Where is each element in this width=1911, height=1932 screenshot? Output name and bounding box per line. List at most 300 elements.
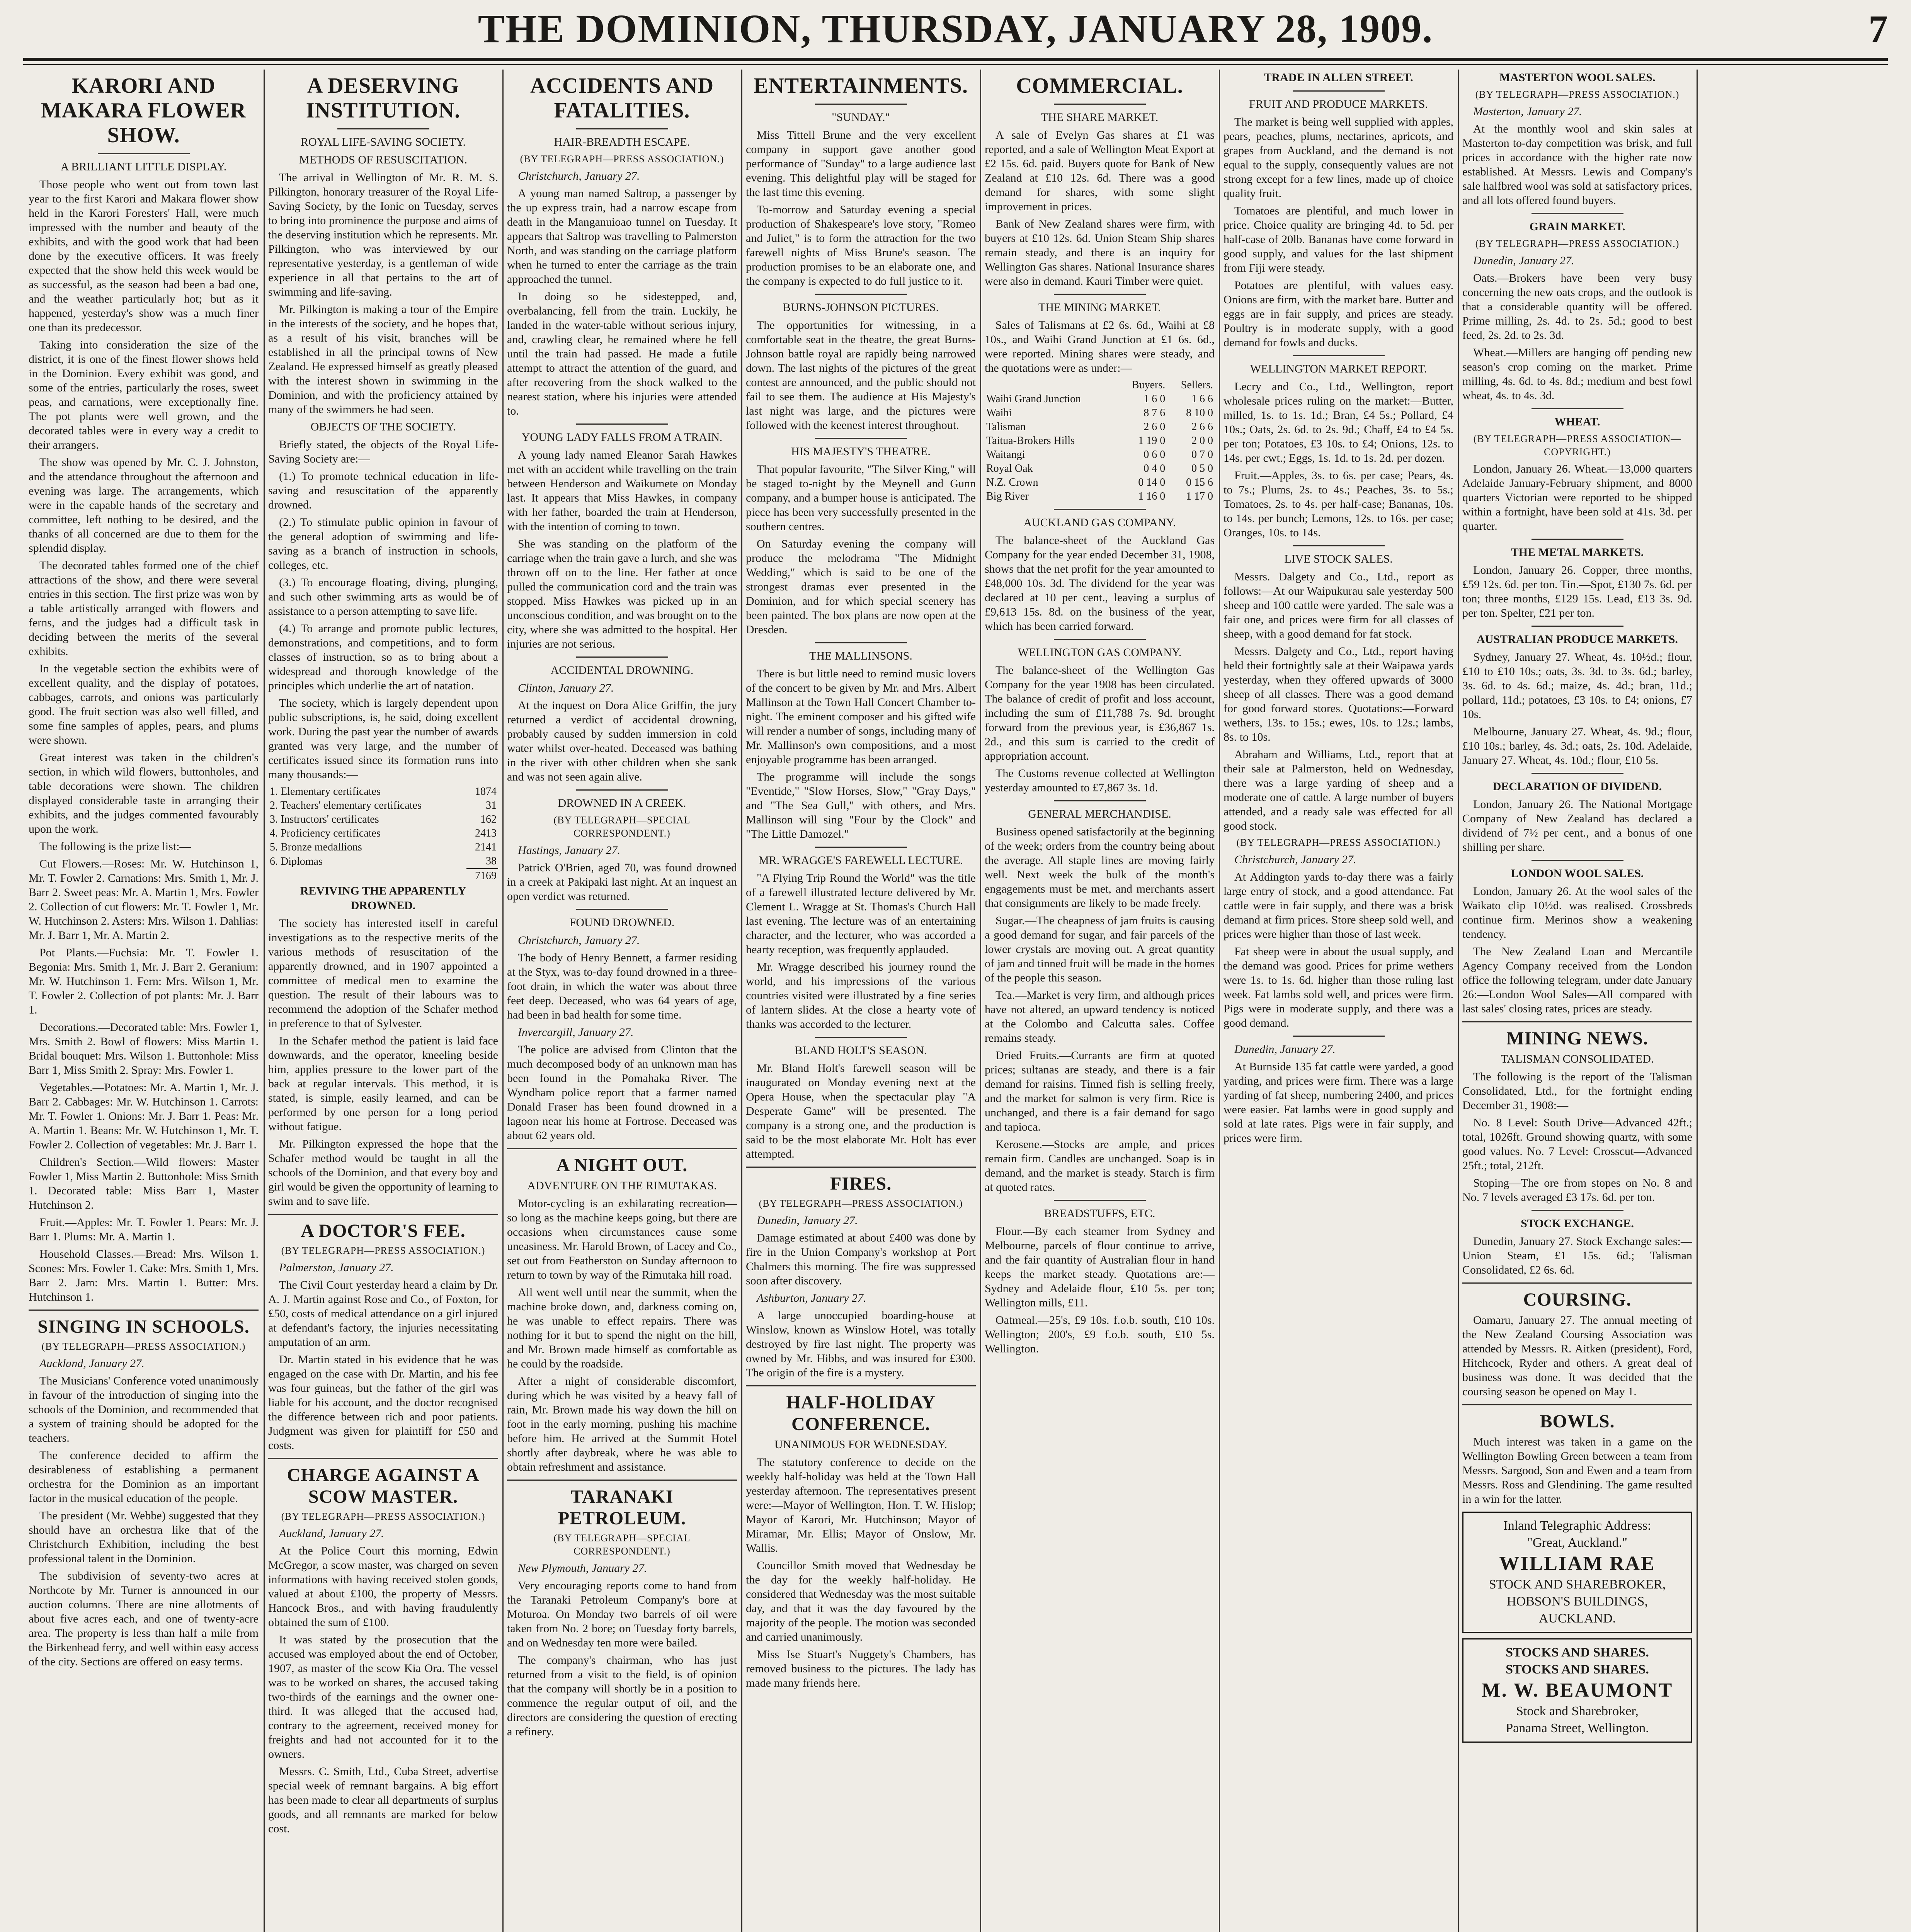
separator: [576, 423, 668, 425]
separator: [1532, 1210, 1623, 1211]
article-headline: HALF-HOLIDAY CONFERENCE.: [786, 1392, 936, 1434]
paragraph: Pot Plants.—Fuchsia: Mr. T. Fowler 1. Begonia: Mrs. Smith 1, Mr. J. Barr 2. Geranium: Mr. W. Hutchinson 1. Fern: Mrs. Wilson 1, Mr. T. Fowler 2. Collection of pot plants: Mr. J. Barr 1.: [29, 946, 259, 1016]
paragraph: Fat sheep were in about the usual supply, and the demand was good. Prices for prime wethers were 1s. to 1s. 6d. higher than those ruling last week. Fat lambs sold well, and prices were firm. Pigs were in moderate supply, and there was a good demand.: [1224, 945, 1453, 1029]
separator: [1293, 545, 1385, 546]
dateline: Dunedin, January 27.: [1234, 1043, 1336, 1056]
article-subheading: TALISMAN CONSOLIDATED.: [1501, 1053, 1654, 1065]
article-subheading: METHODS OF RESUSCITATION.: [299, 153, 468, 166]
article-headline: DECLARATION OF DIVIDEND.: [1492, 780, 1662, 793]
table-row: [268, 799, 498, 813]
paragraph: Mr. Bland Holt's farewell season will be inaugurated on Monday evening next at the Opera House, when the spectacular play "A Desperate Game" will be presented. The company is a strong one, and the production is said to be the most elaborate Mr. Holt has ever attempted.: [746, 1062, 976, 1160]
column-rule: [264, 70, 265, 1932]
advertisement-stocks-shares: [1462, 1638, 1692, 1743]
column-6: [1224, 70, 1453, 1932]
article-subheading: DROWNED IN A CREEK.: [558, 797, 686, 810]
column-3: [507, 70, 737, 1932]
ad-line: "Great, Auckland.": [1527, 1536, 1628, 1550]
article-headline: LONDON WOOL SALES.: [1511, 867, 1644, 880]
table-cell: 31: [486, 799, 497, 811]
table-cell: Waihi: [986, 407, 1012, 419]
article-subheading: UNANIMOUS FOR WEDNESDAY.: [774, 1438, 947, 1451]
paragraph: At Addington yards to-day there was a fairly large entry of stock, and a good attendance. Fat cattle were in fair supply, and there was a brisk demand at firm prices. Store sheep sold well, and prices were higher than those of last week.: [1224, 871, 1453, 940]
paragraph: The arrival in Wellington of Mr. R. M. S. Pilkington, honorary treasurer of the Royal Life-Saving Society, by the Ionic on Tuesday, serves to bring into prominence the purpose and aims of the deserving institution which he represents. Mr. Pilkington, who was interviewed by our representative yesterday, is a gentleman of wide experience in all that pertains to the art of swimming and life-saving.: [268, 171, 498, 298]
column-1: [29, 70, 259, 1932]
column-4: [746, 70, 976, 1932]
article-headline: A DESERVING INSTITUTION.: [306, 74, 461, 122]
paragraph: Dunedin, January 27. Stock Exchange sales:—Union Steam, £1 15s. 6d.; Talisman Consolidated, £2 6s. 6d.: [1462, 1235, 1692, 1276]
awards-total: 7169: [466, 869, 498, 883]
paragraph: The president (Mr. Webbe) suggested that they should have an orchestra like that of the Christchurch Exhibition, including the best professional talent in the Dominion.: [29, 1509, 259, 1565]
separator: [576, 789, 668, 791]
table-header-cell: Buyers.: [1132, 379, 1166, 391]
separator: [1293, 355, 1385, 356]
paragraph: Business opened satisfactorily at the beginning of the week; orders from the country being about the average. All staple lines are moving fairly well. Next week the bulk of the month's engagements must be met, and merchants assert that consignments are likely to be made freely.: [985, 825, 1215, 910]
table-cell: Talisman: [986, 421, 1026, 433]
article-headline: MASTERTON WOOL SALES.: [1499, 71, 1656, 84]
paragraph: Councillor Smith moved that Wednesday be the day for the weekly half-holiday. He considered that Wednesday was the most suitable day, and that it was the day favoured by the majority of the people. The motion was seconded and carried unanimously.: [746, 1559, 976, 1643]
article-subheading: ADVENTURE ON THE RIMUTAKAS.: [527, 1179, 717, 1192]
ad-name: WILLIAM RAE: [1499, 1553, 1656, 1575]
table-cell: 1 6 0: [1144, 393, 1166, 405]
table-row: [985, 392, 1215, 406]
separator: [1054, 104, 1146, 105]
table-cell: 2141: [475, 841, 497, 853]
table-total-row: [268, 869, 498, 883]
paragraph: At the Police Court this morning, Edwin McGregor, a scow master, was charged on seven informations with having received stolen goods, valued at about £100, the property of Messrs. Hancock Bros., and with having fraudulently obtained the sum of £100.: [268, 1544, 498, 1629]
table-cell: 1 6 6: [1191, 393, 1213, 405]
article-subheading: LIVE STOCK SALES.: [1284, 553, 1393, 565]
paragraph: Wheat.—Millers are hanging off pending new season's crop coming on the market. Prime milling, 4s. 6d. to 4s. 8d.; medium and best fowl wheat, 4s. to 4s. 3d.: [1462, 346, 1692, 402]
paragraph: The Civil Court yesterday heard a claim by Dr. A. J. Martin against Rose and Co., of Foxton, for £50, costs of medical attendance on a girl injured at defendant's factory, the injuries necessitating amputation of an arm.: [268, 1279, 498, 1349]
article-headline: TRADE IN ALLEN STREET.: [1264, 71, 1413, 84]
article-headline: STOCK EXCHANGE.: [1521, 1217, 1634, 1230]
press-credit: (BY TELEGRAPH—PRESS ASSOCIATION.): [1236, 837, 1441, 848]
paragraph: Fruit.—Apples: Mr. T. Fowler 1. Pears: Mr. J. Barr 1. Plums: Mr. A. Martin 1.: [29, 1216, 259, 1243]
press-credit: (BY TELEGRAPH—PRESS ASSOCIATION—COPYRIGHT.): [1473, 433, 1681, 457]
article-headline: TARANAKI PETROLEUM.: [558, 1486, 686, 1529]
table-row: [268, 840, 498, 854]
column-rule: [1219, 70, 1220, 1932]
article-headline: KARORI AND MAKARA FLOWER SHOW.: [41, 74, 246, 147]
ad-line: STOCKS AND SHARES.: [1506, 1662, 1649, 1677]
separator: [815, 847, 907, 848]
table-header-cell: [985, 378, 1117, 392]
masthead: [23, 4, 1888, 54]
dateline: Christchurch, January 27.: [518, 170, 640, 182]
paragraph: Sugar.—The cheapness of jam fruits is causing a good demand for sugar, and fair parcels of the lower crystals are moving out. A great quantity of jam and tinned fruit will be made in the homes of the people this season.: [985, 914, 1215, 984]
table-row: [985, 406, 1215, 420]
paragraph: The police are advised from Clinton that the much decomposed body of an unknown man has been found in the Pomahaka River. The Wyndham police report that a farmer named Donald Fraser has been found drowned in a lagoon near his home at Fortrose. Deceased was about 62 years old.: [507, 1043, 737, 1142]
table-cell: 0 7 0: [1191, 449, 1213, 461]
ad-line: STOCK AND SHAREBROKER,: [1489, 1577, 1666, 1592]
list-item: (2.) To stimulate public opinion in favour of the general adoption of swimming and life-saving as a branch of instruction in schools, colleges, etc.: [268, 516, 498, 571]
paragraph: On Saturday evening the company will produce the melodrama "The Midnight Wedding," which is said to be one of the strongest dramas ever presented in the Dominion, and for which special scenery has been painted. The box plans are now open at the Dresden.: [746, 537, 976, 636]
table-cell: 1 19 0: [1138, 435, 1166, 447]
list-item: (3.) To encourage floating, diving, plunging, and such other swimming arts as would be of assistance to a person attempting to save life.: [268, 576, 498, 617]
separator: [1054, 509, 1146, 510]
paragraph: Potatoes are plentiful, with values easy. Onions are firm, with the market bare. Butter and eggs are in fair supply, and prices are steady. Poultry is in moderate supply, with a good demand for fowls and ducks.: [1224, 279, 1453, 349]
paragraph: Household Classes.—Bread: Mrs. Wilson 1. Scones: Mrs. Fowler 1. Cake: Mrs. Smith 1, Mrs. Barr 2. Jam: Mrs. Martin 1. Butter: Mrs. Hutchinson 1.: [29, 1248, 259, 1303]
article-headline: THE METAL MARKETS.: [1511, 546, 1644, 559]
dateline: Auckland, January 27.: [39, 1357, 145, 1370]
paragraph: Lecry and Co., Ltd., Wellington, report wholesale prices ruling on the market:—Butter, milled, 1s. to 1s. 1d.; Bran, £4 5s.; Pollard, £4 10s.; Oats, 2s. 6d. to 2s. 9d.; Chaff, £4 to £4 5s. per ton; Potatoes, £3 10s. to £4; Onions, 12s. to 14s. per cwt.; Eggs, 1s. 1d. to 1s. 2d. per dozen.: [1224, 380, 1453, 464]
paragraph: There is but little need to remind music lovers of the concert to be given by Mr. and Mrs. Albert Mallinson at the Town Hall Concert Chamber to-night. The eminent composer and his gifted wife will render a number of songs, including many of Mr. Mallinson's own compositions, and a most enjoyable programme has been arranged.: [746, 667, 976, 766]
table-cell: 2 6 0: [1144, 421, 1166, 433]
article-headline: FIRES.: [830, 1173, 892, 1194]
paragraph: London, January 26. At the wool sales of the Waikato clip 10½d. was realised. Crossbreds continue firm. Merinos show a weakening tendency.: [1462, 885, 1692, 940]
table-cell: 1 17 0: [1186, 490, 1213, 502]
advertisement-william-rae: [1462, 1512, 1692, 1633]
list-item: (4.) To arrange and promote public lectures, demonstrations, and competitions, and to form classes of instruction, so as to bring about a widespread and thorough knowledge of the principles which underlie the art of natation.: [268, 622, 498, 692]
table-cell: Big River: [986, 490, 1029, 502]
column-rule: [980, 70, 981, 1932]
table-cell: 2413: [475, 827, 497, 839]
table-cell: 2 0 0: [1191, 435, 1213, 447]
paragraph: "A Flying Trip Round the World" was the title of a farewell illustrated lecture delivered by Mr. Clement L. Wragge at St. Thomas's Church Hall last evening. The lecture was of an entertaining character, and the lecturer, who was accorded a hearty reception, was frequently applauded.: [746, 872, 976, 956]
article-subheading: HAIR-BREADTH ESCAPE.: [554, 136, 690, 148]
paragraph: Mr. Pilkington is making a tour of the Empire in the interests of the society, and he hopes that, as a result of his visit, branches will be established in all the principal towns of New Zealand. He expressed himself as greatly pleased with the interest shown in swimming in the Dominion, and with the proficiency attained by many of the swimmers he had seen.: [268, 303, 498, 416]
paragraph: The Musicians' Conference voted unanimously in favour of the introduction of singing into the schools of the Dominion, and recommended that a system of training should be adopted for the teachers.: [29, 1374, 259, 1444]
column-rule: [741, 70, 742, 1932]
separator: [1054, 800, 1146, 801]
article-subheading: FOUND DROWNED.: [569, 916, 675, 929]
paragraph: Kerosene.—Stocks are ample, and prices remain firm. Candles are unchanged. Soap is in demand, and the market is steady. Starch is firm at quoted rates.: [985, 1138, 1215, 1194]
paragraph: Messrs. Dalgety and Co., Ltd., report as follows:—At our Waipukurau sale yesterday 500 sheep and 100 cattle were yarded. The sale was a fair one, and prices were firm for all classes of sheep, with a good demand for fat stock.: [1224, 570, 1453, 640]
table-row: [268, 827, 498, 840]
table-row: [268, 854, 498, 869]
paragraph: Oats.—Brokers have been very busy concerning the new oats crops, and the outlook is that a considerable quantity will be offered. Prime milling, 2s. 4d. to 2s. 5d.; good to best feed, 2s. 2d. to 2s. 3d.: [1462, 272, 1692, 342]
press-credit: (BY TELEGRAPH—PRESS ASSOCIATION.): [1475, 89, 1680, 100]
ad-line: Stock and Sharebroker,: [1516, 1704, 1639, 1718]
paragraph: Bank of New Zealand shares were firm, with buyers at £10 12s. 6d. Union Steam Ship shares remain steady, and there is an inquiry for Wellington Gas shares. National Insurance shares were also in demand. Kauri Timber were quiet.: [985, 218, 1215, 287]
dateline: Dunedin, January 27.: [757, 1214, 858, 1227]
paragraph: Abraham and Williams, Ltd., report that at their sale at Palmerston, held on Wednesday, there was a large yarding of sheep and a moderate one of cattle. A large number of buyers attended, and a ready sale was effected for all good stock.: [1224, 748, 1453, 832]
separator: [746, 1385, 976, 1386]
separator: [1532, 213, 1623, 214]
article-subheading: AUCKLAND GAS COMPANY.: [1023, 516, 1176, 529]
separator: [576, 128, 668, 129]
press-credit: (BY TELEGRAPH—SPECIAL CORRESPONDENT.): [553, 815, 691, 839]
paragraph: The body of Henry Bennett, a farmer residing at the Styx, was to-day found drowned in a three-foot drain, in which the water was about three feet deep. Deceased, who was 64 years of age, had been in bad health for some time.: [507, 951, 737, 1021]
separator: [1532, 408, 1623, 409]
paragraph: The balance-sheet of the Wellington Gas Company for the year 1908 has been circulated. The balance of credit of profit and loss account, including the sum of £11,788 7s. 9d. brought forward from the previous year, is £36,867 1s. 2d., and this sum is carried to the credit of appropriation account.: [985, 664, 1215, 762]
ad-line: STOCKS AND SHARES.: [1506, 1645, 1649, 1660]
paragraph: The society has interested itself in careful investigations as to the respective merits of the various methods of resuscitation of the apparently drowned, and in 1907 appointed a committee of medical men to examine the question. The result of their labours was to recommend the adoption of the Schafer method in preference to that of Sylvester.: [268, 917, 498, 1030]
paragraph: The programme will include the songs "Eventide," "Slow Horses, Slow," "Gray Days," and "The Sea Gull," with others, and Mrs. Mallinson will sing "Four by the Clock" and "The Little Damozel.": [746, 770, 976, 840]
table-row: [268, 813, 498, 827]
table-cell: 162: [480, 813, 497, 825]
article-headline: AUSTRALIAN PRODUCE MARKETS.: [1477, 633, 1678, 646]
paragraph: Mr. Pilkington expressed the hope that the Schafer method would be taught in all the schools of the Dominion, and that every boy and girl would be given the opportunity of learning to swim and to save life.: [268, 1138, 498, 1208]
article-headline: BOWLS.: [1540, 1411, 1615, 1432]
paragraph: Stoping—The ore from stopes on No. 8 and No. 7 levels averaged £3 17s. 6d. per ton.: [1462, 1177, 1692, 1204]
article-headline: ENTERTAINMENTS.: [754, 74, 968, 98]
article-headline: WHEAT.: [1554, 415, 1600, 428]
dateline: Invercargill, January 27.: [518, 1026, 634, 1039]
paragraph: Mr. Wragge described his journey round the world, and his impressions of the various countries visited were illustrated by a fine series of lantern slides. At the close a hearty vote of thanks was accorded to the lecturer.: [746, 961, 976, 1031]
column-2: [268, 70, 498, 1932]
press-credit: (BY TELEGRAPH—SPECIAL CORRESPONDENT.): [553, 1532, 691, 1557]
article-headline: A NIGHT OUT.: [556, 1155, 688, 1175]
article-subheading: ROYAL LIFE-SAVING SOCIETY.: [301, 136, 466, 148]
paragraph: Taking into consideration the size of the district, it is one of the finest flower shows held in the Dominion. Every exhibit was good, and some of the entries, particularly the roses, sweet peas, and carnations, were exceptionally fine. The pot plants were well grown, and the decorated tables were in every way a credit to their arrangers.: [29, 338, 259, 451]
table-header-row: [985, 378, 1215, 392]
separator: [98, 153, 190, 154]
dateline: Christchurch, January 27.: [518, 934, 640, 947]
separator: [815, 642, 907, 643]
paragraph: The New Zealand Loan and Mercantile Agency Company received from the London office the following telegram, under date January 26:—London Wool Sales—All compared with last sales' closing rates, prices are steady.: [1462, 945, 1692, 1015]
table-row: [985, 448, 1215, 462]
separator: [1054, 1200, 1146, 1201]
table-cell: 8 10 0: [1186, 407, 1213, 419]
article-headline: SINGING IN SCHOOLS.: [37, 1316, 250, 1337]
dateline: Christchurch, January 27.: [1234, 853, 1356, 866]
article-subheading: HIS MAJESTY'S THEATRE.: [791, 445, 931, 458]
separator: [1532, 626, 1623, 627]
paragraph: The show was opened by Mr. C. J. Johnston, and the attendance throughout the afternoon and evening was large. The arrangements, which were in the capable hands of the secretary and committee, left nothing to be desired, and the thanks of all concerned are due to them for the splendid display.: [29, 456, 259, 554]
separator: [1532, 539, 1623, 540]
table-cell: 2. Teachers' elementary certificates: [270, 799, 422, 811]
masthead-rule: [23, 58, 1888, 65]
paragraph: Tomatoes are plentiful, and much lower in price. Choice quality are bringing 4d. to 5d. per half-case of 20lb. Bananas have come forward in good supply, and values for the last shipment from Fiji were steady.: [1224, 204, 1453, 274]
press-credit: (BY TELEGRAPH—PRESS ASSOCIATION.): [1475, 238, 1680, 249]
separator: [268, 1458, 498, 1459]
separator: [268, 1214, 498, 1215]
paragraph: To-morrow and Saturday evening a special production of Shakespeare's love story, "Romeo and Juliet," is to form the attraction for the two farewell nights of Miss Brune's season. The production promises to be an elaborate one, and the company is expected to do full justice to it.: [746, 203, 976, 287]
paragraph: Dr. Martin stated in his evidence that he was engaged on the case with Dr. Martin, and his fee was four guineas, but the father of the girl was liable for his account, and the doctor recognised the difference between rich and poor patients. Judgment was given for plaintiff for £50 and costs.: [268, 1353, 498, 1452]
paragraph: Tea.—Market is very firm, and although prices have not altered, an upward tendency is noticed at the Colombo and Calcutta sales. Coffee remains steady.: [985, 989, 1215, 1044]
paragraph: The society, which is largely dependent upon public subscriptions, is, he said, doing excellent work. During the past year the number of awards granted was very large, and the number of certificates issued since its formation runs into many thousands:—: [268, 697, 498, 781]
paragraph: Messrs. C. Smith, Ltd., Cuba Street, advertise special week of remnant bargains. A big effort has been made to clear all departments of surplus goods, and all remnants are marked for below cost.: [268, 1765, 498, 1835]
dateline: Clinton, January 27.: [518, 682, 614, 694]
paragraph: London, January 26. Wheat.—13,000 quarters Adelaide January-February shipment, and 8000 quarters Victorian were reported to be shipped within a fortnight, have been sold at 41s. 3d. per quarter.: [1462, 463, 1692, 532]
paragraph: In doing so he sidestepped, and, overbalancing, fell from the train. Luckily, he landed in the water-table without serious injury, and, crawling clear, he remained where he fell until the train had passed. He made a futile attempt to attract the attention of the guard, and after recovering from the shock walked to the nearest station, where his injuries were attended to.: [507, 290, 737, 417]
paragraph: The following is the prize list:—: [39, 840, 191, 853]
paragraph: Motor-cycling is an exhilarating recreation—so long as the machine keeps going, but there are occasions when circumstances cause some uneasiness. Mr. Harold Brown, of Lacey and Co., set out from Featherston on Sunday afternoon to return to town by way of the Rimutaka hill road.: [507, 1197, 737, 1281]
paragraph: Messrs. Dalgety and Co., Ltd., report having held their fortnightly sale at their Waipawa yards yesterday, when they offered upwards of 3000 sheep of all classes. There was a good demand for good forward stores. Quotations:—Forward wethers, 13s. to 15s.; ewes, 10s. to 12s.; lambs, 8s. to 10s.: [1224, 645, 1453, 743]
paragraph: Miss Tittell Brune and the very excellent company in support gave another good performance of "Sunday" to a large audience last evening. This delightful play will be staged for the last time this evening.: [746, 129, 976, 199]
table-cell: 0 6 0: [1144, 449, 1166, 461]
press-credit: (BY TELEGRAPH—PRESS ASSOCIATION.): [281, 1245, 485, 1256]
paragraph: A young man named Saltrop, a passenger by the up express train, had a narrow escape from death in the Manganuioao tunnel on Tuesday. It appears that Saltrop was travelling to Palmerston North, and was standing on the carriage platform when he turned to enter the carriage as the train approached the tunnel.: [507, 187, 737, 286]
separator: [815, 104, 907, 105]
separator: [29, 1310, 259, 1311]
awards-table: [268, 785, 498, 883]
article-subheading: WELLINGTON MARKET REPORT.: [1250, 362, 1427, 375]
table-cell: Waitangi: [986, 449, 1025, 461]
press-credit: (BY TELEGRAPH—PRESS ASSOCIATION.): [281, 1511, 485, 1522]
dateline: Hastings, January 27.: [518, 844, 620, 857]
paragraph: London, January 26. Copper, three months, £59 12s. 6d. per ton. Tin.—Spot, £130 7s. 6d. per ton; three months, £129 15s. Lead, £13 3s. 9d. per ton. Spelter, £21 per ton.: [1462, 564, 1692, 619]
paragraph: Very encouraging reports come to hand from the Taranaki Petroleum Company's bore at Moturoa. On Monday two barrels of oil were taken from No. 2 bore; on Tuesday forty barrels, and on Wednesday ten more were bailed.: [507, 1579, 737, 1649]
paragraph: Miss Ise Stuart's Nuggety's Chambers, has removed business to the pictures. The lady has made many friends here.: [746, 1648, 976, 1689]
separator: [1054, 294, 1146, 295]
table-row: [985, 434, 1215, 448]
paragraph: She was standing on the platform of the carriage when the train gave a lurch, and she was thrown off on to the line. Her father at once pulled the communication cord and the train was stopped. Miss Hawkes was picked up in an unconscious condition, and was brought on to the city, where she was admitted to the hospital. Her injuries are not serious.: [507, 537, 737, 650]
paragraph: Oatmeal.—25's, £9 10s. f.o.b. south, £10 10s. Wellington; 200's, £9 f.o.b. south, £10 5s. Wellington.: [985, 1314, 1215, 1355]
column-rule: [502, 70, 504, 1932]
article-body: [29, 177, 259, 1304]
page-number: 7: [1868, 7, 1888, 50]
separator: [1462, 1404, 1692, 1405]
paragraph: No. 8 Level: South Drive—Advanced 42ft.; total, 1026ft. Ground showing quartz, with some good values. No. 7 Level: Crosscut—Advanced 25ft.; total, 212ft.: [1462, 1116, 1692, 1172]
paragraph: The opportunities for witnessing, in a comfortable seat in the theatre, the great Burns-Johnson battle royal are rapidly being narrowed down. The last nights of the pictures of the great contest are announced, and the public should not fail to see them. The audience at His Majesty's last night was large, and the pictures were followed with the keenest interest throughout.: [746, 319, 976, 432]
dateline: Masterton, January 27.: [1473, 105, 1582, 118]
article-headline: COMMERCIAL.: [1016, 74, 1183, 98]
separator: [1054, 639, 1146, 640]
article-subheading: YOUNG LADY FALLS FROM A TRAIN.: [521, 431, 723, 444]
table-cell: 38: [486, 855, 497, 867]
dateline: New Plymouth, January 27.: [518, 1562, 647, 1575]
separator: [1532, 860, 1623, 861]
dateline: Auckland, January 27.: [279, 1527, 384, 1540]
column-rule: [1458, 70, 1459, 1932]
dateline: Ashburton, January 27.: [757, 1292, 866, 1304]
paragraph: The market is being well supplied with apples, pears, peaches, plums, nectarines, apricots, and grapes from Auckland, and the demand is not equal to the supply, consequently values are not strong except for a few lines, made up of choice quality fruit.: [1224, 116, 1453, 200]
paragraph: It was stated by the prosecution that the accused was employed about the end of October, 1907, as master of the scow Kia Ora. The vessel was to be worked on shares, the accused taking two-thirds of the earnings and the owner one-third. It was alleged that the accused had, contrary to the agreement, received money for freights and had not accounted for it to the owners.: [268, 1633, 498, 1760]
table-cell: 6. Diplomas: [270, 855, 323, 867]
ad-line: HOBSON'S BUILDINGS, AUCKLAND.: [1506, 1594, 1648, 1626]
table-row: [268, 785, 498, 799]
paragraph: At the inquest on Dora Alice Griffin, the jury returned a verdict of accidental drowning, probably caused by sudden immersion in cold water whilst over-heated. Deceased was bathing in the river with other children when she sank and was not seen again alive.: [507, 699, 737, 783]
paragraph: In the vegetable section the exhibits were of excellent quality, and the display of potatoes, cabbages, carrots, and onions was particularly good. The fruit section was also well filled, and some fine samples of apples, pears, and plums were shown.: [29, 662, 259, 747]
separator: [746, 1167, 976, 1168]
column-rule: [1697, 70, 1698, 1932]
paragraph: In the Schafer method the patient is laid face downwards, and the operator, kneeling beside him, applies pressure to the lower part of the back at regular intervals. This method, it is stated, is simple, easily learned, and can be performed by one person for a long period without fatigue.: [268, 1034, 498, 1133]
separator: [815, 1037, 907, 1038]
table-cell: 0 4 0: [1144, 463, 1166, 474]
paragraph: Those people who went out from town last year to the first Karori and Makara flower show held in the Karori Foresters' Hall, were much impressed with the number and beauty of the exhibits, and with the good work that had been done by the executive officers. It was freely expected that the show held this week would be as successful, as the season had been a bad one, and the weather particularly hot; but as it happened, yesterday's show was a much finer one than its predecessor.: [29, 178, 259, 334]
separator: [815, 438, 907, 439]
section-subheading: OBJECTS OF THE SOCIETY.: [310, 420, 456, 433]
separator: [1462, 1282, 1692, 1284]
press-credit: (BY TELEGRAPH—PRESS ASSOCIATION.): [759, 1198, 963, 1209]
separator: [815, 294, 907, 295]
paragraph: All went well until near the summit, when the machine broke down, and, darkness coming on, he was unable to effect repairs. There was nothing for it but to spend the night on the hill, and Mr. Brown made himself as comfortable as he could by the roadside.: [507, 1286, 737, 1370]
article-subheading: "SUNDAY.": [832, 111, 890, 124]
paragraph: Vegetables.—Potatoes: Mr. A. Martin 1, Mr. J. Barr 2. Cabbages: Mr. W. Hutchinson 1. Carrots: Mr. T. Fowler 1. Onions: Mr. J. Barr 1. Peas: Mr. A. Martin 1. Beans: Mr. W. Hutchinson 1, Mr. T. Fowler 2. Collection of vegetables: Mr. J. Barr 1.: [29, 1081, 259, 1151]
ad-line: Panama Street, Wellington.: [1506, 1721, 1649, 1735]
ad-name: M. W. BEAUMONT: [1481, 1679, 1673, 1701]
table-cell: 0 15 6: [1186, 476, 1213, 488]
section-subheading: REVIVING THE APPARENTLY DROWNED.: [300, 884, 466, 912]
paragraph: The following is the report of the Talisman Consolidated, Ltd., for the fortnight ending December 31, 1908:—: [1462, 1070, 1692, 1112]
table-cell: 4. Proficiency certificates: [270, 827, 381, 839]
paragraph: Damage estimated at about £400 was done by fire in the Union Company's workshop at Port Chalmers this morning. The fire was suppressed soon after discovery.: [746, 1231, 976, 1287]
article-headline: CHARGE AGAINST A SCOW MASTER.: [287, 1465, 480, 1507]
paragraph: That popular favourite, "The Silver King," will be staged to-night by the Meynell and Gunn company, and a bumper house is anticipated. The piece has been very successfully presented in the southern centres.: [746, 463, 976, 533]
paragraph: Cut Flowers.—Roses: Mr. W. Hutchinson 1, Mr. T. Fowler 2. Carnations: Mrs. Smith 1, Mr. J. Barr 2. Sweet peas: Mr. A. Martin 1, Mrs. Fowler 2. Collection of cut flowers: Mr. T. Fowler 1, Mr. W. Hutchinson 2. Asters: Mrs. Wilson 1. Dahlias: Mr. J. Barr 1, Mr. A. Martin 2.: [29, 857, 259, 942]
paragraph: Decorations.—Decorated table: Mrs. Fowler 1, Mrs. Smith 2. Bowl of flowers: Miss Martin 1. Bridal bouquet: Mrs. Wilson 1. Buttonhole: Miss Barr 1, Miss Smith 2. Spray: Mrs. Fowler 1.: [29, 1021, 259, 1077]
article-headline: A DOCTOR'S FEE.: [301, 1221, 466, 1241]
separator: [1293, 90, 1385, 92]
separator: [507, 1148, 737, 1149]
table-cell: 0 14 0: [1138, 476, 1166, 488]
paragraph: Fruit.—Apples, 3s. to 6s. per case; Pears, 4s. to 7s.; Plums, 2s. to 4s.; Peaches, 3s. to 5s.; Tomatoes, 2s. to 4s. per half-case; Bananas, 10s. to 14s. per bunch; Lemons, 12s. to 16s. per case; Oranges, 10s. to 14s.: [1224, 469, 1453, 539]
paragraph: Much interest was taken in a game on the Wellington Bowling Green between a team from Messrs. Sargood, Son and Ewen and a team from Messrs. Ross and Glendining. The game resulted in a win for the latter.: [1462, 1435, 1692, 1505]
paragraph: After a night of considerable discomfort, during which he was visited by a heavy fall of rain, Mr. Brown made his way down the hill on foot in the early morning, pushing his machine before him. He arrived at the Summit Hotel shortly after daybreak, where he was able to obtain refreshment and assistance.: [507, 1375, 737, 1473]
paragraph: The company's chairman, who has just returned from a visit to the field, is of opinion that the company will shortly be in a position to commence the regular output of oil, and the directors are considering the question of erecting a refinery.: [507, 1654, 737, 1738]
table-header-cell: Sellers.: [1181, 379, 1213, 391]
article-subheading: THE MALLINSONS.: [809, 650, 912, 662]
article-subheading: WELLINGTON GAS COMPANY.: [1018, 646, 1182, 659]
table-cell: 5. Bronze medallions: [270, 841, 362, 853]
separator: [576, 909, 668, 910]
separator: [337, 128, 429, 129]
press-credit: (BY TELEGRAPH—PRESS ASSOCIATION.): [520, 153, 724, 165]
dateline: Palmerston, January 27.: [279, 1261, 394, 1274]
separator: [576, 656, 668, 658]
paragraph: Flour.—By each steamer from Sydney and Melbourne, parcels of flour continue to arrive, and the fair quantity of Australian flour in hand keeps the market steady. Quotations are:—Sydney and Adelaide flour, £10 5s. per ton; Wellington mills, £11.: [985, 1225, 1215, 1309]
table-cell: N.Z. Crown: [986, 476, 1038, 488]
article-headline: ACCIDENTS AND FATALITIES.: [530, 74, 714, 122]
paragraph: A sale of Evelyn Gas shares at £1 was reported, and a sale of Wellington Meat Export at £2 15s. 6d. paid. Buyers quote for Bank of New Zealand at £10 12s. 6d. There was a good demand for shares, with some slight improvement in prices.: [985, 129, 1215, 213]
ad-line: Inland Telegraphic Address:: [1503, 1519, 1651, 1533]
paragraph: Great interest was taken in the children's section, in which wild flowers, buttonholes, and table decorations were shown. The children displayed considerable taste in arranging their exhibits, and the judges commented favourably upon the work.: [29, 751, 259, 835]
table-cell: 2 6 6: [1191, 421, 1213, 433]
separator: [507, 1480, 737, 1481]
table-cell: Taitua-Brokers Hills: [986, 435, 1075, 447]
article-subheading: ACCIDENTAL DROWNING.: [550, 664, 694, 677]
paragraph: London, January 26. The National Mortgage Company of New Zealand has declared a dividend of 7½ per cent., and a bonus of one shilling per share.: [1462, 798, 1692, 854]
article-headline: GRAIN MARKET.: [1529, 220, 1625, 233]
article-headline: COURSING.: [1523, 1289, 1632, 1310]
paragraph: Children's Section.—Wild flowers: Master Fowler 1, Miss Martin 2. Buttonhole: Miss Smith 1. Decorated table: Miss Barr 1, Master Hutchinson 2.: [29, 1156, 259, 1211]
table-row: [985, 462, 1215, 476]
table-cell: Waihi Grand Junction: [986, 393, 1081, 405]
paragraph: At Burnside 135 fat cattle were yarded, a good yarding, and prices were firm. There was a large yarding of fat sheep, numbering 2400, and prices were easier. Fat lambs were in good supply and sold at late rates. Pigs were in fair supply, and prices were firm.: [1224, 1060, 1453, 1145]
table-cell: 8 7 6: [1144, 407, 1166, 419]
article-subheading: BURNS-JOHNSON PICTURES.: [783, 301, 939, 314]
table-cell: 0 5 0: [1191, 463, 1213, 474]
masthead-title: THE DOMINION, THURSDAY, JANUARY 28, 1909.: [478, 7, 1433, 51]
paragraph: A large unoccupied boarding-house at Winslow, known as Winslow Hotel, was totally destroyed by fire last night. The property was owned by Mr. Hibbs, and was insured for £300. The origin of the fire is a mystery.: [746, 1309, 976, 1379]
paragraph: The decorated tables formed one of the chief attractions of the show, and there were several entries in this section. The first prize was won by a table artistically arranged with flowers and ferns, and the judges had a difficult task in deciding between the merits of the several exhibits.: [29, 559, 259, 658]
column-7: [1462, 70, 1692, 1932]
article-subheading: THE SHARE MARKET.: [1041, 111, 1159, 124]
press-credit: (BY TELEGRAPH—PRESS ASSOCIATION.): [41, 1341, 246, 1352]
table-row: [985, 490, 1215, 503]
article-subheading: A BRILLIANT LITTLE DISPLAY.: [60, 160, 227, 173]
separator: [1293, 1036, 1385, 1037]
table-cell: 1. Elementary certificates: [270, 786, 381, 798]
separator: [1462, 1021, 1692, 1022]
paragraph: Dried Fruits.—Currants are firm at quoted prices; sultanas are steady, and there is a fair demand for raisins. Tinned fish is selling freely, and the market for salmon is very firm. Rice is unchanged, and there is a fair demand for sago and tapioca.: [985, 1049, 1215, 1133]
table-row: [985, 476, 1215, 490]
paragraph: The statutory conference to decide on the weekly half-holiday was held at the Town Hall yesterday afternoon. The representatives present were:—Mayor of Wellington, Hon. T. W. Hislop; Mayor of Karori, Mr. Hutchinson; Mayor of Miramar, Mr. Ellis; Mayor of Onslow, Mr. Wallis.: [746, 1456, 976, 1554]
article-subheading: MR. WRAGGE'S FAREWELL LECTURE.: [759, 854, 963, 867]
table-cell: 1874: [475, 786, 497, 798]
paragraph: The conference decided to affirm the desirableness of establishing a permanent orchestra for the Dominion as an important factor in the musical education of the people.: [29, 1449, 259, 1505]
table-row: [985, 420, 1215, 434]
paragraph: The balance-sheet of the Auckland Gas Company for the year ended December 31, 1908, shows that the net profit for the year amounted to £48,000 10s. 3d. The dividend for the year was declared at 10 per cent., leaving a surplus of £9,613 15s. 8d. on the business of the year, which has been carried forward.: [985, 534, 1215, 633]
article-headline: MINING NEWS.: [1506, 1028, 1648, 1049]
paragraph: Sydney, January 27. Wheat, 4s. 10½d.; flour, £10 to £10 10s.; oats, 3s. 3d. to 3s. 6d.; barley, 3s. 6d. to 4s. 6d.; maize, 4s. 4d.; bran, 11d.; pollard, 11d.; potatoes, £3 10s. to £4; onions, £7 10s.: [1462, 651, 1692, 721]
paragraph: Sales of Talismans at £2 6s. 6d., Waihi at £8 10s., and Waihi Grand Junction at £1 6s. 6d., were reported. Mining shares were steady, and the quotations were as under:—: [985, 319, 1215, 374]
separator: [1532, 773, 1623, 774]
paragraph: The subdivision of seventy-two acres at Northcote by Mr. Turner is announced in our auction columns. There are nine allotments of about five acres each, and one of twenty-acre area. The property is less than half a mile from the Birkenhead ferry, and well within easy access of the city. Sections are offered on easy terms.: [29, 1570, 259, 1668]
paragraph: At the monthly wool and skin sales at Masterton to-day competition was brisk, and full prices in accordance with the higher rate now established. At Messrs. Lewis and Company's sale halfbred wool was sold at satisfactory prices, and all lots offered found buyers.: [1462, 122, 1692, 207]
table-cell: 3. Instructors' certificates: [270, 813, 379, 825]
article-subheading: GENERAL MERCHANDISE.: [1028, 808, 1171, 820]
column-5: [985, 70, 1215, 1932]
article-subheading: BREADSTUFFS, ETC.: [1044, 1207, 1155, 1220]
paragraph: Melbourne, January 27. Wheat, 4s. 9d.; flour, £10 10s.; barley, 4s. 3d.; oats, 2s. 10d. Adelaide, January 27. Wheat, 4s. 10d.; flour, £10 5s.: [1462, 725, 1692, 767]
paragraph: Patrick O'Brien, aged 70, was found drowned in a creek at Pakipaki last night. At an inquest an open verdict was returned.: [507, 861, 737, 903]
table-cell: 1 16 0: [1138, 490, 1166, 502]
table-cell: Royal Oak: [986, 463, 1033, 474]
paragraph: A young lady named Eleanor Sarah Hawkes met with an accident while travelling on the train between Henderson and Waikumete on Monday last. It appears that Miss Hawkes, in company with her father, boarded the train at Henderson, with the intention of coming to town.: [507, 449, 737, 533]
